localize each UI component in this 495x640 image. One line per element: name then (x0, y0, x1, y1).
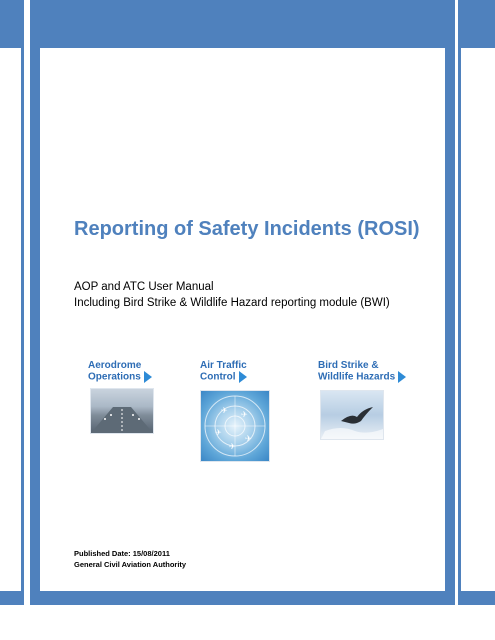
svg-text:✈: ✈ (221, 406, 228, 415)
document-title: Reporting of Safety Incidents (ROSI) (74, 218, 420, 240)
chevron-right-icon (239, 371, 247, 383)
published-date: Published Date: 15/08/2011 (74, 549, 170, 558)
module-label-line2: Operations (88, 371, 141, 383)
module-bird-strike-wildlife (318, 360, 406, 383)
module-aerodrome-operations (88, 360, 152, 383)
document-subtitle-detail: Including Bird Strike & Wildlife Hazard reporting module (BWI) (74, 297, 390, 309)
runway-photo (90, 388, 154, 434)
svg-text:✈: ✈ (215, 428, 222, 437)
right-border-thin (458, 0, 461, 605)
module-label-line2: Control (200, 371, 236, 383)
module-label (200, 371, 247, 383)
runway-icon (91, 389, 153, 433)
module-air-traffic-control (200, 360, 252, 451)
svg-text:✈: ✈ (245, 434, 252, 443)
radar-icon (201, 391, 269, 461)
right-border-thick (445, 0, 455, 605)
radar-photo (200, 390, 270, 462)
chevron-right-icon (144, 371, 152, 383)
module-label: Aerodrome (88, 360, 142, 371)
module-label-line2: Wildlife Hazards (318, 371, 396, 383)
chevron-right-icon (398, 371, 406, 383)
bottom-color-band (0, 591, 495, 605)
organization-name: General Civil Aviation Authority (74, 560, 187, 569)
document-subtitle: AOP and ATC User Manual (74, 281, 214, 293)
svg-text:✈: ✈ (241, 410, 248, 419)
top-color-band (0, 0, 495, 48)
module-label: Bird Strike & (318, 360, 379, 371)
bird-icon (321, 391, 383, 439)
module-label (318, 371, 406, 383)
left-border-thick (30, 0, 40, 605)
bird-sky-photo (320, 390, 384, 440)
module-label: Air Traffic (200, 360, 247, 371)
svg-text:✈: ✈ (229, 442, 236, 451)
module-label (88, 371, 152, 383)
